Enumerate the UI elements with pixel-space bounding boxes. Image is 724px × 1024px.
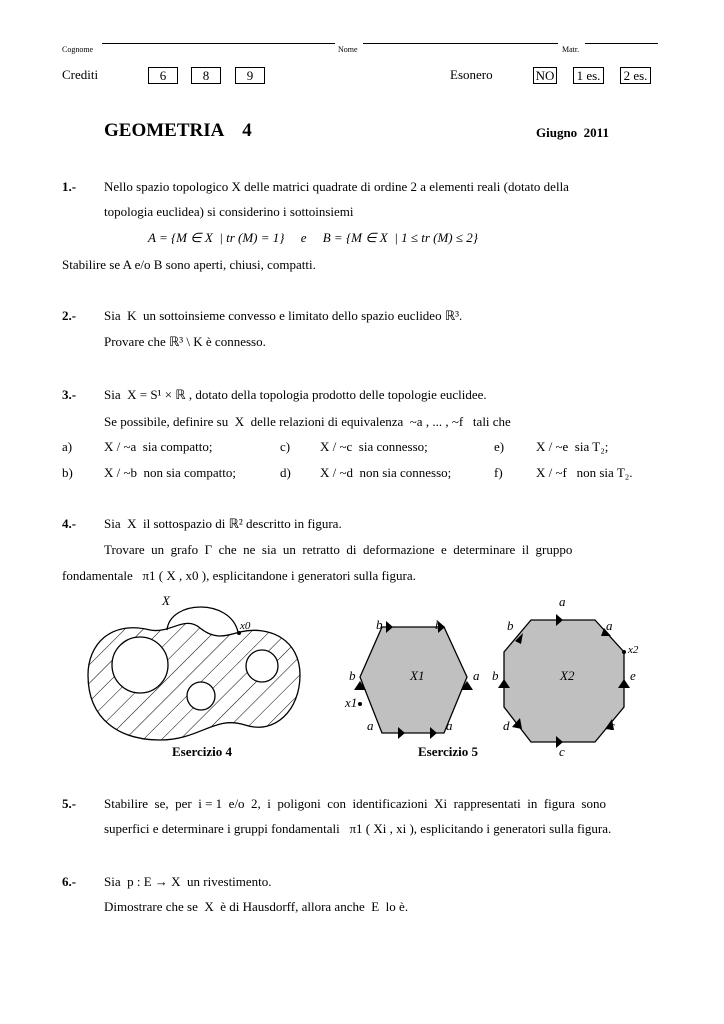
cognome-field[interactable]	[102, 43, 335, 44]
matr-field[interactable]	[585, 43, 658, 44]
ex4-text-2: Trovare un grafo Γ che ne sia un retratto di deformazione e determinare il gruppo	[104, 542, 573, 557]
ex1-formula: A = {M ∈ X | tr (M) = 1} e B = {M ∈ X | 1 ≤ tr (M) ≤ 2}	[148, 230, 478, 245]
fig4-caption: Esercizio 4	[172, 744, 233, 759]
cognome-label: Cognome	[62, 45, 94, 54]
ex4-text-1: Sia X il sottospazio di ℝ² descritto in figura.	[104, 516, 342, 531]
matr-label: Matr.	[562, 45, 580, 54]
ex3-item-label: e)	[494, 439, 505, 454]
crediti-option-8[interactable]: 8	[191, 67, 221, 84]
ex3-item-text: X / ~a sia compatto;	[104, 439, 213, 454]
ex1-text-1: Nello spazio topologico X delle matrici quadrate di ordine 2 a elementi reali (dotato della	[104, 179, 569, 194]
basepoint-x2	[622, 650, 626, 654]
ex3-item-text: X / ~b non sia compatto;	[104, 465, 236, 480]
esonero-option-no[interactable]: NO	[533, 67, 557, 84]
ex3-item-text: X / ~c sia connesso;	[320, 439, 428, 454]
ex1-text-3: Stabilire se A e/o B sono aperti, chiusi, compatti.	[62, 257, 316, 272]
oct-label-top-right: a	[606, 618, 613, 633]
exam-date: Giugno 2011	[536, 125, 609, 140]
crediti-option-6[interactable]: 6	[148, 67, 178, 84]
esonero-label: Esonero	[450, 67, 493, 82]
ex3-number: 3.-	[62, 387, 77, 402]
crediti-label: Crediti	[62, 67, 99, 82]
hole-large	[112, 637, 168, 693]
basepoint-x1	[358, 702, 362, 706]
ex6-number: 6.-	[62, 874, 77, 889]
ex3-text-2: Se possibile, definire su X delle relazioni di equivalenza ~a , ... , ~f tali che	[104, 414, 511, 429]
ex3-item-label: f)	[494, 465, 503, 480]
hex-label-center: X1	[410, 668, 425, 683]
hex-label-right: a	[473, 668, 480, 683]
hole-small	[187, 682, 215, 710]
oct-label-point: x2	[628, 644, 639, 656]
ex5-text-2: superfici e determinare i gruppi fondamentali π1 ( Xi , xi ), esplicitando i generatori sulla figura.	[104, 821, 612, 836]
oct-label-right: e	[630, 668, 636, 683]
hex-label-left: b	[349, 668, 356, 683]
hex-label-bottom-left: a	[367, 718, 374, 733]
ex2-number: 2.-	[62, 308, 77, 323]
oct-label-bottom: c	[559, 744, 565, 759]
ex4-number: 4.-	[62, 516, 77, 531]
hole-right	[246, 650, 278, 682]
ex6-text-2: Dimostrare che se X è di Hausdorff, allora anche E lo è.	[104, 899, 409, 914]
oct-label-top-left: b	[507, 618, 514, 633]
ex3-item-label: a)	[62, 439, 73, 454]
ex1-text-2: topologia euclidea) si considerino i sottoinsiemi	[104, 204, 354, 219]
ex5-number: 5.-	[62, 796, 77, 811]
esonero-option-2[interactable]: 2 es.	[620, 67, 651, 84]
figure-ex4	[88, 607, 300, 740]
ex3-item-label: b)	[62, 465, 73, 480]
figures-svg	[0, 588, 724, 768]
ex3-text-1: Sia X = S¹ × ℝ , dotato della topologia prodotto delle topologie euclidee.	[104, 387, 487, 402]
hex-label-bottom-right: a	[446, 718, 453, 733]
nome-label: Nome	[338, 45, 358, 54]
fig5-caption: Esercizio 5	[418, 744, 479, 759]
hex-label-top-left: b	[376, 617, 383, 632]
oct-label-bottom-right: c	[609, 718, 615, 733]
hex-label-top-right: b	[435, 617, 442, 632]
ex3-item-label: c)	[280, 439, 291, 454]
ex3-item-text: X / ~e sia T₂;	[536, 439, 609, 454]
ex3-item-text: X / ~f non sia T₂.	[536, 465, 633, 480]
ex3-item-label: d)	[280, 465, 291, 480]
fig4-label-x: X	[162, 593, 170, 608]
oct-label-bottom-left: d	[503, 718, 510, 733]
ex3-item-text: X / ~d non sia connesso;	[320, 465, 452, 480]
fig4-label-x0: x0	[240, 620, 251, 632]
crediti-option-9[interactable]: 9	[235, 67, 265, 84]
esonero-option-1[interactable]: 1 es.	[573, 67, 604, 84]
ex2-text-1: Sia K un sottoinsieme convesso e limitato dello spazio euclideo ℝ³.	[104, 308, 463, 323]
ex2-text-2: Provare che ℝ³ \ K è connesso.	[104, 334, 266, 349]
ex6-text-1: Sia p : E → X un rivestimento.	[104, 874, 272, 889]
oct-label-top: a	[559, 594, 566, 609]
nome-field[interactable]	[363, 43, 558, 44]
oct-label-left: b	[492, 668, 499, 683]
ex1-number: 1.-	[62, 179, 77, 194]
oct-label-center: X2	[560, 668, 575, 683]
page-title: GEOMETRIA 4	[104, 120, 252, 141]
ex5-text-1: Stabilire se, per i = 1 e/o 2, i poligoni con identificazioni Xi rappresentati in figura sono	[104, 796, 606, 811]
hex-label-point: x1	[345, 695, 358, 710]
ex4-text-3: fondamentale π1 ( X , x0 ), esplicitandone i generatori sulla figura.	[62, 568, 416, 583]
